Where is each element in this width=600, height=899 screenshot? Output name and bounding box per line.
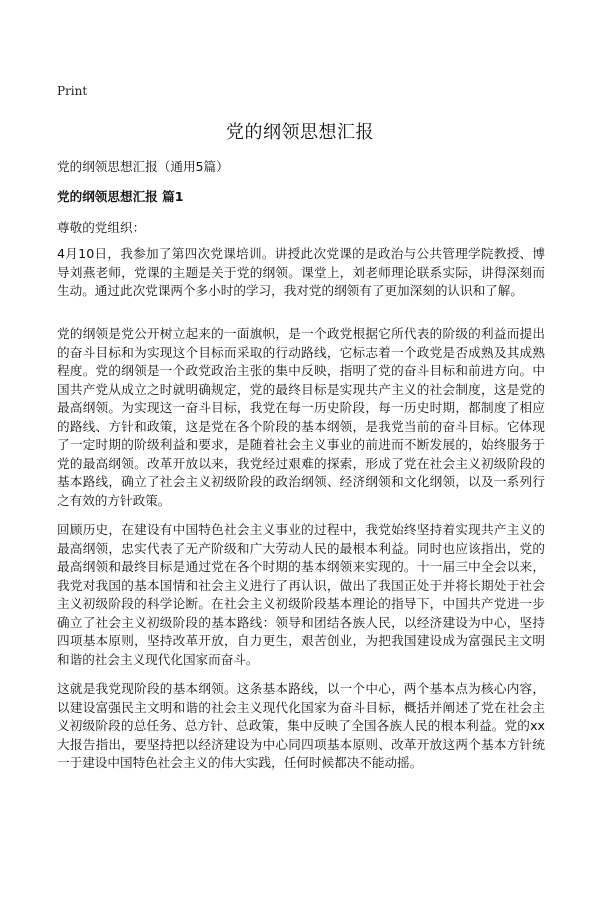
paragraph-1: 4月10日，我参加了第四次党课培训。讲授此次党课的是政治与公共管理学院教授、博导刘燕老师，党课的主题是关于党的纲领。课堂上，刘老师理论联系实际，讲得深刻而生动。通过此次党课两个多小时的学习，我对党的纲领有了更加深刻的认识和了解。 [57,246,545,298]
print-label: Print [57,84,88,98]
paragraph-4: 这就是我党现阶段的基本纲领。这条基本路线，以一个中心，两个基本点为核心内容，以建设富强民主文明和谐的社会主义现代化国家为奋斗目标，概括并阐述了党在社会主义初级阶段的总任务、总方针、总政策，集中反映了全国各族人民的根本利益。党的xx大报告指出，要坚持把以经济建设为中心同四项基本原则、改革开放这两个基本方针统一于建设中国特色社会主义的伟大实践，任何时候都决不能动摇。 [57,681,545,770]
paragraph-3: 回顾历史，在建设有中国特色社会主义事业的过程中，我党始终坚持着实现共产主义的最高纲领，忠实代表了无产阶级和广大劳动人民的最根本利益。同时也应该指出，党的最高纲领和最终目标是通过党在各个时期的基本纲领来实现的。十一届三中全会以来，我党对我国的基本国情和社会主义进行了再认识，做出了我国正处于并将长期处于社会主义初级阶段的科学论断。在社会主义初级阶段基本理论的指导下，中国共产党进一步确立了社会主义初级阶段的基本路线：领导和团结各族人民，以经济建设为中心，坚持四项基本原则，坚持改革开放，自力更生，艰苦创业，为把我国建设成为富强民主文明和谐的社会主义现代化国家而奋斗。 [57,522,545,667]
document-title: 党的纲领思想汇报 [226,122,374,143]
greeting: 尊敬的党组织： [57,220,146,235]
paragraph-2: 党的纲领是党公开树立起来的一面旗帜，是一个政党根据它所代表的阶级的利益而提出的奋斗目标和为实现这个目标而采取的行动路线，它标志着一个政党是否成熟及其成熟程度。党的纲领是一个政党政治主张的集中反映，指明了党的奋斗目标和前进方向。中国共产党从成立之时就明确规定，党的最终目标是实现共产主义的社会制度，这是党的最高纲领。为实现这一奋斗目标，我党在每一历史阶段，每一历史时期，都制度了相应的路线、方针和政策，这是党在各个阶段的基本纲领，是我党当前的奋斗目标。它体现了一定时期的阶级利益和要求，是随着社会主义事业的前进而不断发展的，始终服务于党的最高纲领。改革开放以来，我党经过艰难的探索，形成了党在社会主义初级阶段的基本路线，确立了社会主义初级阶段的政治纲领、经济纲领和文化纲领，以及一系列行之有效的方针政策。 [57,326,545,508]
section-heading: 党的纲领思想汇报 篇1 [57,189,184,204]
document-subtitle: 党的纲领思想汇报（通用5篇） [57,159,229,174]
